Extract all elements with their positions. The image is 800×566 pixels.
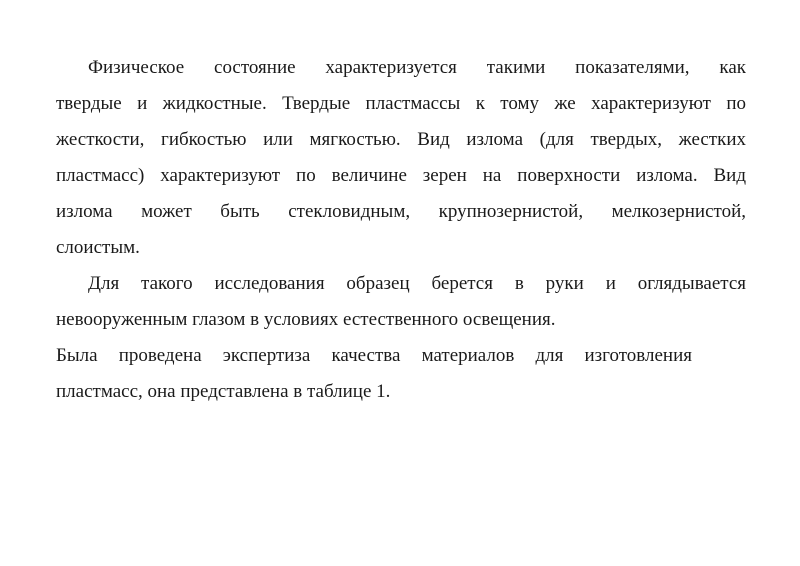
text-line: пластмасс) характеризуют по величине зерен на поверхности излома. Вид bbox=[56, 165, 746, 186]
document-page bbox=[56, 50, 746, 410]
text-line: Для такого исследования образец берется в руки и оглядывается bbox=[88, 273, 746, 294]
paragraph-examination bbox=[56, 266, 746, 338]
paragraph-physical-state bbox=[56, 50, 746, 266]
text-line: слоистым. bbox=[56, 237, 140, 258]
text-line: Была проведена экспертиза качества материалов для изготовления bbox=[56, 345, 692, 366]
text-line: Физическое состояние характеризуется такими показателями, как bbox=[88, 57, 746, 78]
text-line: излома может быть стекловидным, крупнозернистой, мелкозернистой, bbox=[56, 201, 746, 222]
text-line: невооруженным глазом в условиях естественного освещения. bbox=[56, 309, 556, 330]
text-line: пластмасс, она представлена в таблице 1. bbox=[56, 381, 391, 402]
paragraph-expertise bbox=[56, 338, 746, 410]
text-line: твердые и жидкостные. Твердые пластмассы к тому же характеризуют по bbox=[56, 93, 746, 114]
text-line: жесткости, гибкостью или мягкостью. Вид излома (для твердых, жестких bbox=[56, 129, 746, 150]
